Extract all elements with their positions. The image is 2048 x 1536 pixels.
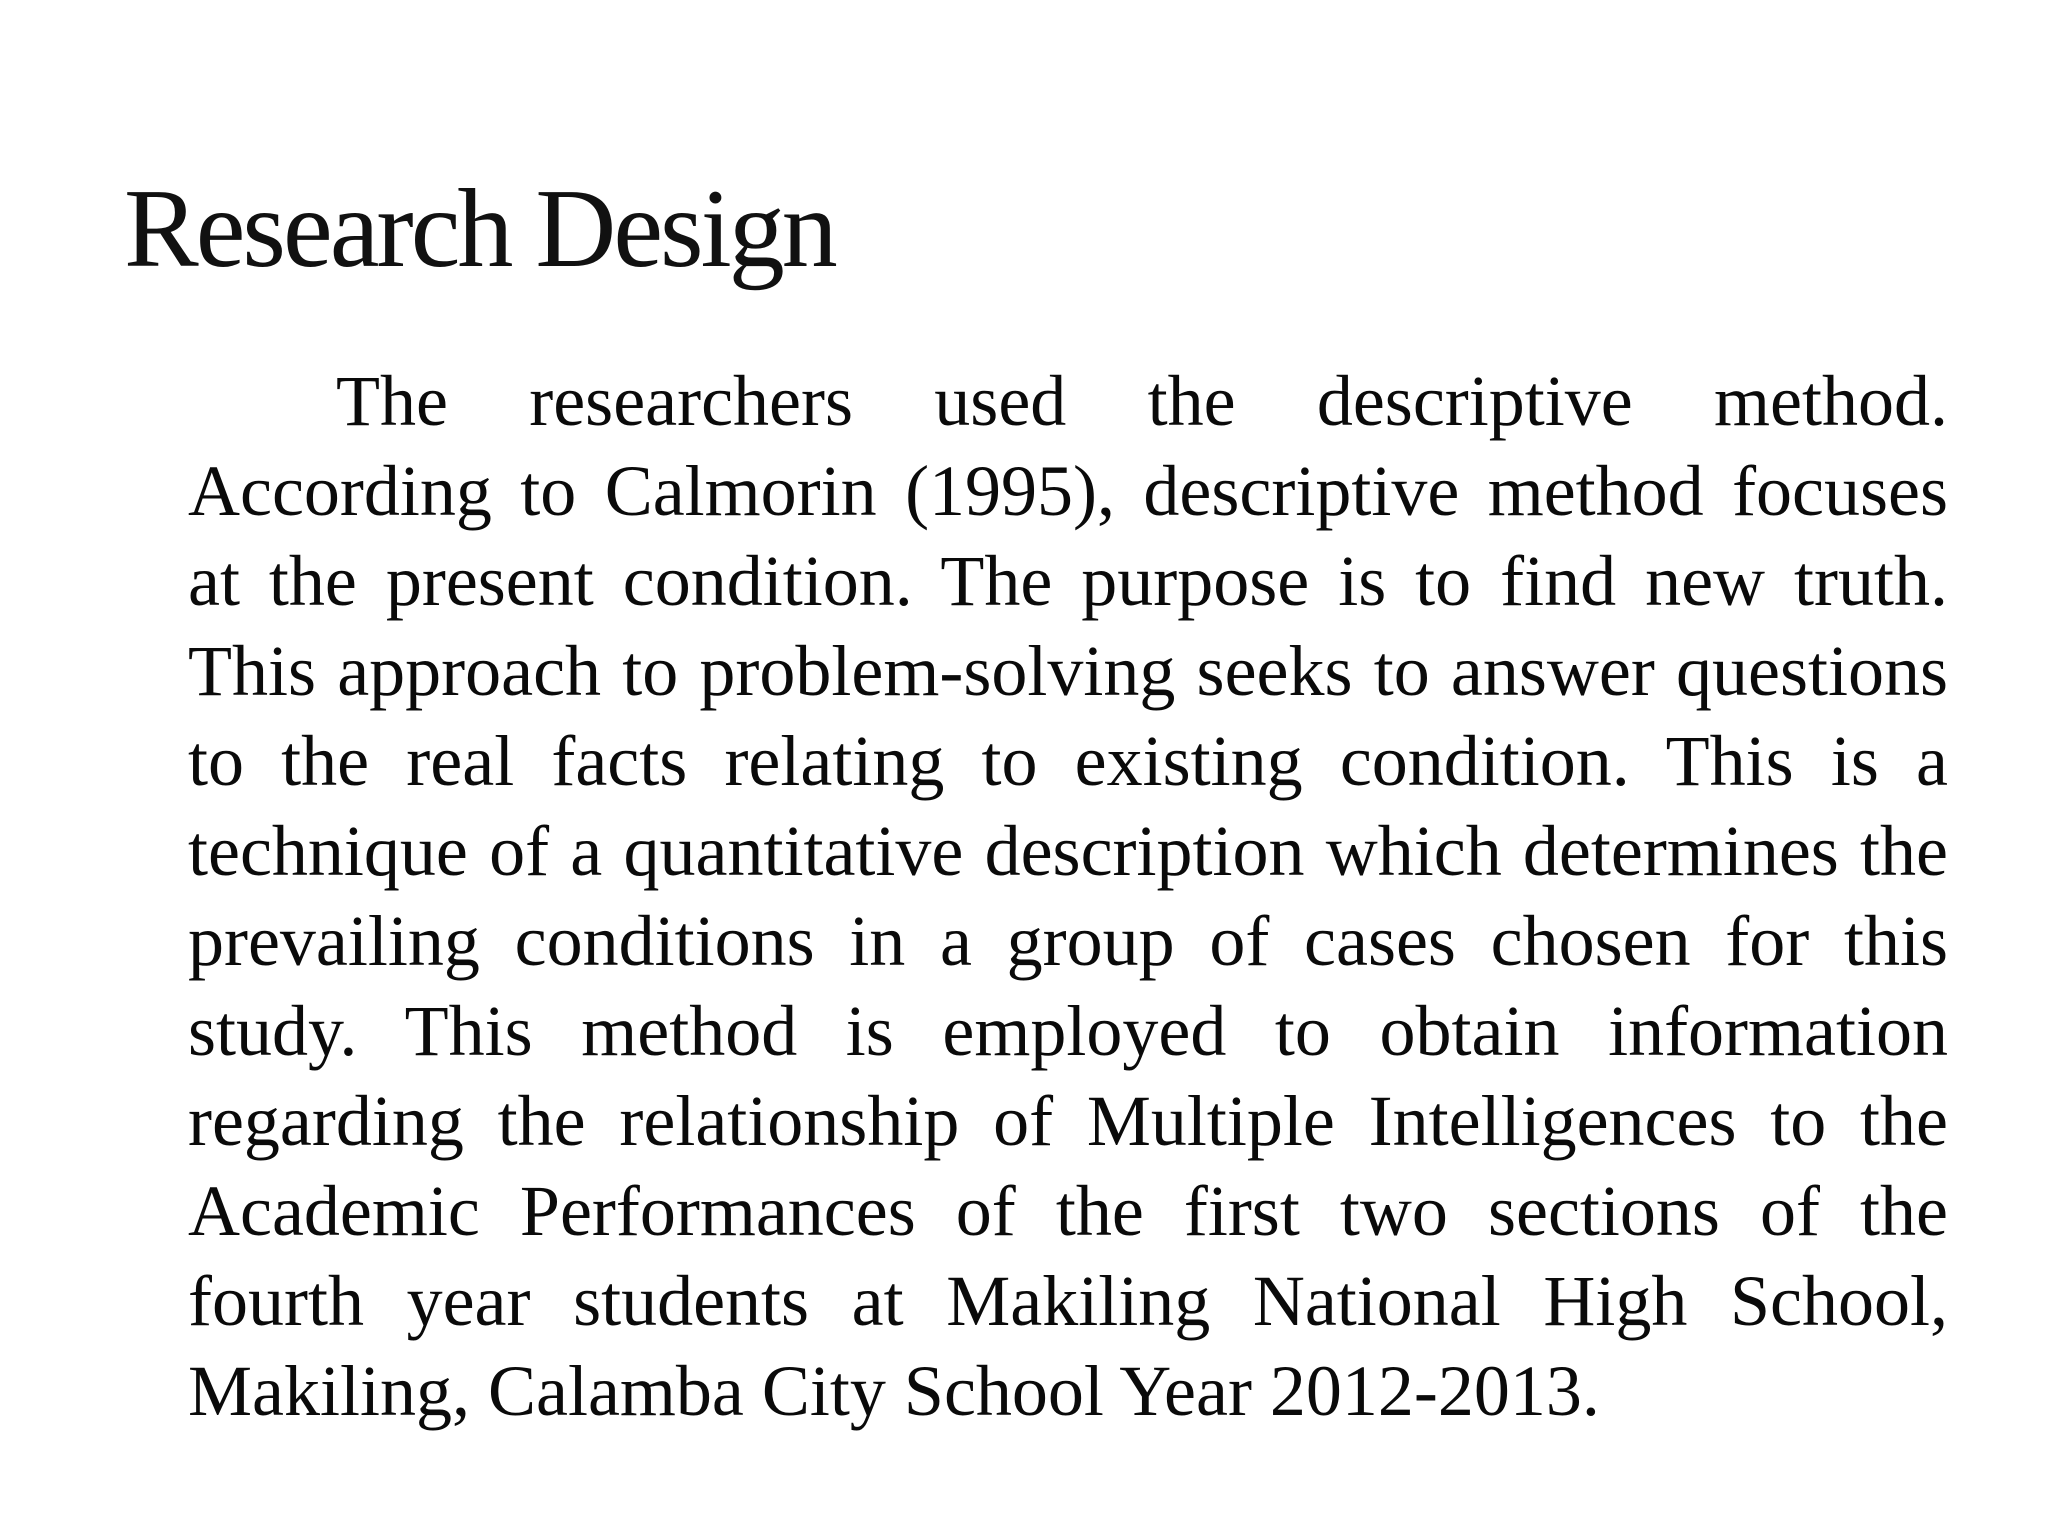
body-paragraph: The researchers used the descriptive method. According to Calmorin (1995), descriptive method focuses at the present condition. The purpose is to find new truth. This approach to problem-solving seeks to answer questions to the real facts relating to existing condition. This is a technique of a quantitative description which determines the prevailing conditions in a group of cases chosen for this study. This method is employed to obtain information regarding the relationship of Multiple Intelligences to the Academic Performances of the first two sections of the fourth year students at Makiling National High School, Makiling, Calamba City School Year 2012-2013. — [188, 361, 1948, 1431]
slide-title: Research Design — [124, 167, 835, 291]
